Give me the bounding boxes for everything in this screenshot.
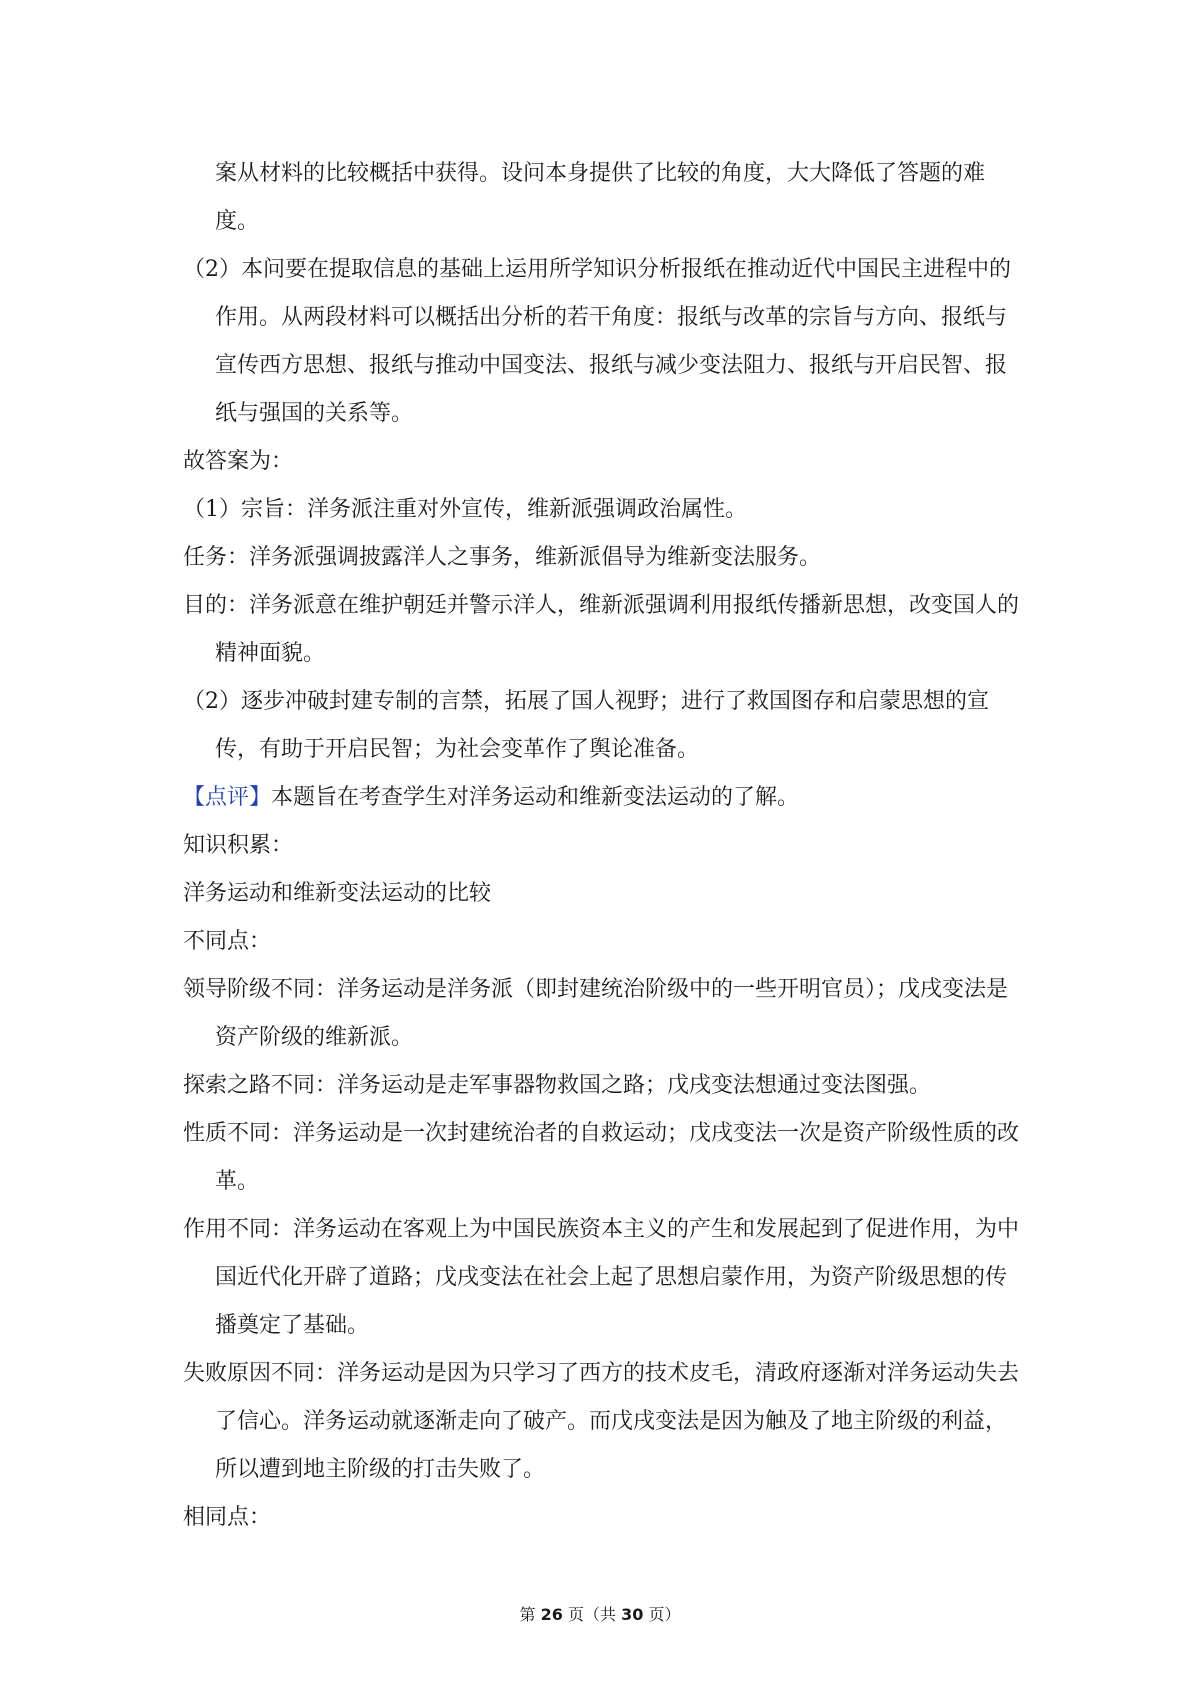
knowledge-heading: 知识积累： bbox=[183, 833, 294, 858]
answer-1-task: 任务：洋务派强调披露洋人之事务，维新派倡导为维新变法服务。 bbox=[183, 545, 822, 570]
difference-leadership: 领导阶级不同：洋务运动是洋务派（即封建统治阶级中的一些开明官员）；戊戌变法是资产阶级的维新派。 bbox=[183, 977, 1009, 1050]
comment-tag: 【点评】 bbox=[183, 785, 272, 810]
comparison-title: 洋务运动和维新变法运动的比较 bbox=[183, 881, 492, 906]
footer-prefix: 第 bbox=[519, 1605, 536, 1624]
page-number: 26 bbox=[540, 1605, 563, 1624]
paragraph-analysis-2: （2）本问要在提取信息的基础上运用所学知识分析报纸在推动近代中国民主进程中的作用。从两段材料可以概括出分析的若干角度：报纸与改革的宗旨与方向、报纸与宣传西方思想、报纸与推动中国变法、报纸与减少变法阻力、报纸与开启民智、报纸与强国的关系等。 bbox=[183, 257, 1011, 426]
differences-heading: 不同点： bbox=[183, 929, 272, 954]
page-footer bbox=[0, 1602, 1200, 1625]
answer-heading: 故答案为： bbox=[183, 449, 294, 474]
difference-path: 探索之路不同：洋务运动是走军事器物救国之路；戊戌变法想通过变法图强。 bbox=[183, 1073, 932, 1098]
similarities-heading: 相同点： bbox=[183, 1505, 272, 1530]
difference-failure: 失败原因不同：洋务运动是因为只学习了西方的技术皮毛，清政府逐渐对洋务运动失去了信心。洋务运动就逐渐走向了破产。而戊戌变法是因为触及了地主阶级的利益，所以遭到地主阶级的打击失败了。 bbox=[183, 1361, 1020, 1482]
answer-2: （2）逐步冲破封建专制的言禁，拓展了国人视野；进行了救国图存和启蒙思想的宣传，有助于开启民智；为社会变革作了舆论准备。 bbox=[183, 689, 989, 762]
difference-nature: 性质不同：洋务运动是一次封建统治者的自救运动；戊戌变法一次是资产阶级性质的改革。 bbox=[183, 1121, 1020, 1194]
comment-text: 本题旨在考查学生对洋务运动和维新变法运动的了解。 bbox=[271, 785, 800, 810]
paragraph-continued: 案从材料的比较概括中获得。设问本身提供了比较的角度，大大降低了答题的难度。 bbox=[215, 161, 986, 234]
answer-1-purpose: （1）宗旨：洋务派注重对外宣传，维新派强调政治属性。 bbox=[183, 497, 747, 522]
comment-paragraph bbox=[183, 774, 1023, 822]
footer-middle: 页（共 bbox=[567, 1605, 616, 1624]
footer-suffix: 页） bbox=[648, 1605, 681, 1624]
page-total: 30 bbox=[621, 1605, 644, 1624]
document-body bbox=[183, 150, 1023, 1542]
difference-effect: 作用不同：洋务运动在客观上为中国民族资本主义的产生和发展起到了促进作用，为中国近代化开辟了道路；戊戌变法在社会上起了思想启蒙作用，为资产阶级思想的传播奠定了基础。 bbox=[183, 1217, 1020, 1338]
answer-1-goal: 目的：洋务派意在维护朝廷并警示洋人，维新派强调利用报纸传播新思想，改变国人的精神面貌。 bbox=[183, 593, 1020, 666]
